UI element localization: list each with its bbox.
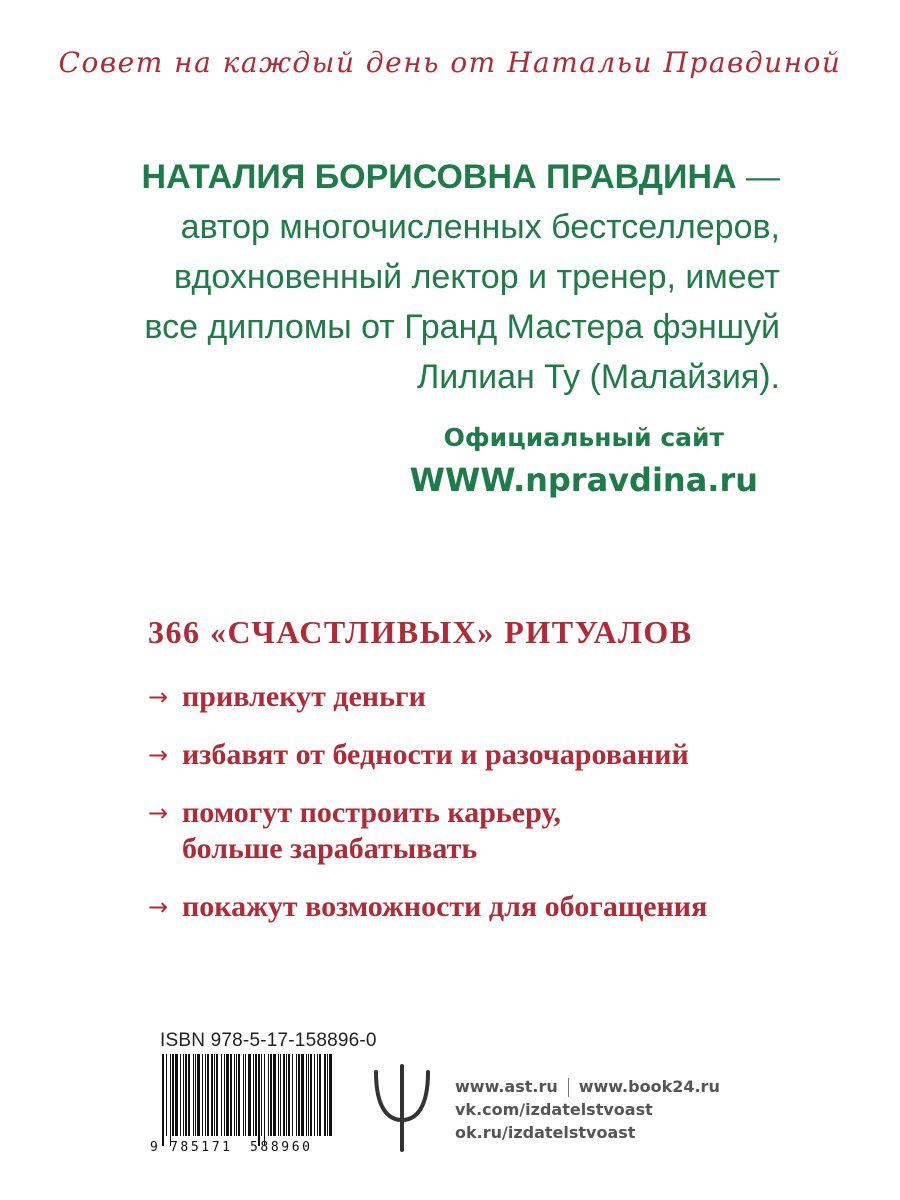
list-item — [148, 737, 848, 773]
promo-block — [148, 605, 848, 947]
list-item — [148, 889, 848, 925]
arrow-right-icon: → — [148, 741, 169, 769]
benefit-text: избавят от бедности и разочарований — [182, 738, 689, 771]
official-site — [410, 418, 758, 502]
arrow-right-icon: → — [148, 799, 169, 827]
bio-line-5: Лилиан Ту (Малайзия). — [416, 358, 780, 396]
barcode-bar — [193, 1054, 194, 1136]
barcode-bar — [261, 1054, 262, 1136]
barcode-digits-left: 785171 — [170, 1140, 233, 1154]
barcode-bar — [216, 1054, 218, 1136]
barcode-bar — [324, 1054, 326, 1136]
barcode-bar — [308, 1054, 309, 1136]
barcode-bar — [301, 1054, 304, 1136]
barcode-bar — [306, 1054, 307, 1136]
arrow-right-icon: → — [148, 893, 169, 921]
barcode-bar — [185, 1054, 187, 1136]
series-title: Совет на каждый день от Натальи Правдиной — [58, 46, 842, 79]
author-name: НАТАЛИЯ БОРИСОВНА ПРАВДИНА — [141, 158, 737, 196]
barcode-bar — [288, 1054, 290, 1136]
barcode-bar — [172, 1054, 174, 1136]
barcode-bar — [245, 1054, 246, 1136]
barcode-bar — [283, 1054, 285, 1136]
author-bio — [60, 152, 780, 402]
barcode-bar — [170, 1054, 171, 1146]
list-item — [148, 679, 848, 715]
barcode-bar — [292, 1054, 293, 1136]
bio-line-1 — [60, 152, 780, 202]
barcode-bar — [221, 1054, 222, 1136]
bio-line-4: все дипломы от Гранд Мастера фэншуй — [144, 308, 780, 346]
bio-dash: — — [736, 158, 780, 196]
barcode-bar — [270, 1054, 272, 1136]
barcode-bar — [202, 1054, 203, 1136]
barcode-bar — [166, 1054, 167, 1136]
barcode-bar — [205, 1054, 206, 1136]
barcode-digits-right: 588960 — [250, 1140, 313, 1154]
link-vk[interactable]: vk.com/izdatelstvoast — [455, 1100, 653, 1119]
barcode-bar — [183, 1054, 184, 1136]
barcode-bar — [273, 1054, 276, 1136]
benefit-text: привлекут деньги — [182, 680, 426, 713]
barcode-bar — [327, 1054, 328, 1136]
barcode-bar — [264, 1054, 265, 1146]
benefit-list — [148, 679, 848, 925]
link-book24[interactable]: www.book24.ru — [578, 1077, 720, 1096]
barcode-bar — [329, 1054, 332, 1136]
barcode-bar — [224, 1054, 225, 1136]
barcode-bar — [162, 1054, 164, 1146]
barcode-bar — [286, 1054, 287, 1136]
arrow-right-icon: → — [148, 683, 169, 711]
link-divider — [568, 1078, 569, 1097]
benefit-text — [182, 795, 561, 867]
barcode-bar — [255, 1054, 257, 1136]
barcode-bar — [188, 1054, 190, 1136]
publisher-logo-icon — [370, 1064, 434, 1154]
barcode-bar — [180, 1054, 181, 1136]
barcode-digit-first: 9 — [150, 1140, 158, 1154]
link-ast[interactable]: www.ast.ru — [455, 1077, 558, 1096]
barcode-bar — [248, 1054, 251, 1136]
official-site-url[interactable]: WWW.npravdina.ru — [409, 461, 758, 499]
barcode-bar — [278, 1054, 279, 1136]
barcode-bar — [197, 1054, 200, 1136]
isbn-number: ISBN 978-5-17-158896-0 — [160, 1030, 377, 1051]
barcode-bar — [226, 1054, 229, 1136]
barcode-bar — [317, 1054, 318, 1136]
links-row-1 — [455, 1075, 720, 1098]
barcode-bar — [314, 1054, 315, 1136]
barcode-bar — [280, 1054, 281, 1136]
barcode-bar — [175, 1054, 178, 1136]
official-site-caption: Официальный сайт — [443, 423, 725, 452]
promo-title: 366 «СЧАСТЛИВЫХ» РИТУАЛОВ — [148, 614, 693, 650]
barcode-bar — [310, 1054, 312, 1136]
barcode-bar — [234, 1054, 235, 1136]
barcode-bar — [268, 1054, 269, 1136]
barcode — [148, 1054, 338, 1154]
barcode-bar — [253, 1054, 254, 1136]
barcode-bar — [296, 1054, 297, 1136]
barcode-bar — [298, 1054, 300, 1136]
barcode-bar — [258, 1054, 260, 1146]
list-item — [148, 795, 848, 867]
publisher-links — [455, 1075, 720, 1144]
bio-line-3: вдохновенный лектор и тренер, имеет — [173, 258, 780, 296]
barcode-bar — [238, 1054, 240, 1136]
barcode-bar — [236, 1054, 237, 1136]
barcode-bar — [214, 1054, 215, 1136]
barcode-bar — [319, 1054, 321, 1136]
barcode-bar — [195, 1054, 196, 1136]
barcode-bar — [230, 1054, 232, 1136]
link-ok[interactable]: ok.ru/izdatelstvoast — [455, 1123, 636, 1142]
benefit-text-line-1: помогут построить карьеру, — [182, 796, 561, 829]
benefit-text: покажут возможности для обогащения — [182, 890, 708, 923]
benefit-text-line-2: больше зарабатывать — [182, 832, 478, 865]
barcode-bar — [207, 1054, 209, 1136]
bio-line-2: автор многочисленных бестселлеров, — [180, 208, 780, 246]
barcode-bar — [211, 1054, 213, 1136]
barcode-bar — [243, 1054, 244, 1136]
